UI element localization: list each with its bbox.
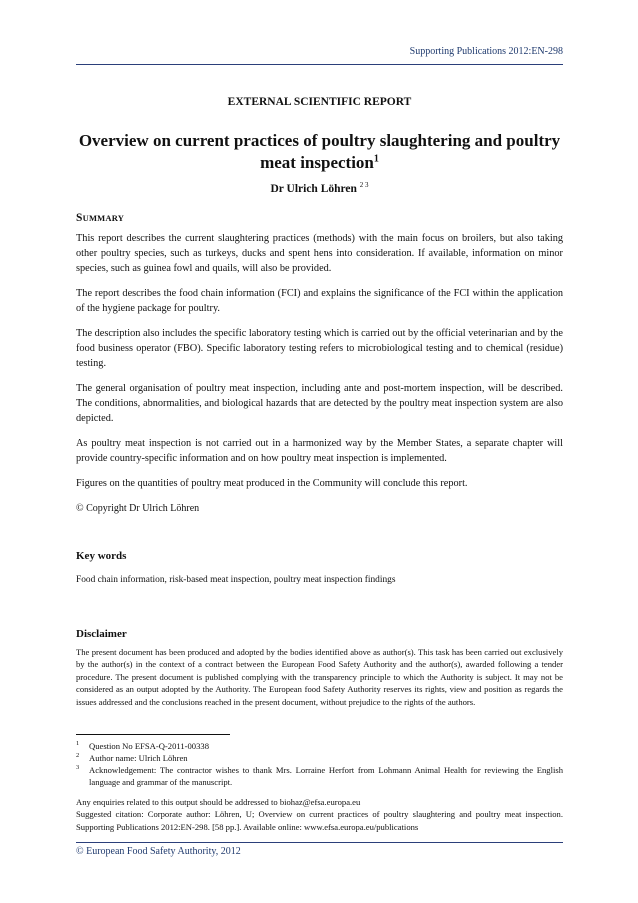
footnote-number: 1	[76, 740, 80, 747]
footnote	[76, 740, 563, 752]
enquiry-contact: Any enquiries related to this output should be addressed to biohaz@efsa.europa.eu	[76, 797, 361, 807]
page-title	[76, 130, 563, 174]
footnote	[76, 752, 563, 764]
footnotes	[76, 740, 563, 788]
copyright-notice: © Copyright Dr Ulrich Löhren	[76, 503, 200, 514]
report-type: EXTERNAL SCIENTIFIC REPORT	[227, 96, 412, 108]
footer-rule	[76, 842, 563, 843]
summary-heading-rest: UMMARY	[82, 213, 125, 223]
author-footnote-refs: 2 3	[359, 181, 369, 190]
footnote-number: 2	[76, 752, 80, 759]
footnote-text: Acknowledgement: The contractor wishes to thank Mrs. Lorraine Herfort from Lohmann Animal Health for reviewing the English language and grammar of the manuscript.	[89, 765, 563, 787]
disclaimer-heading: Disclaimer	[76, 628, 127, 640]
title-text: Overview on current practices of poultry slaughtering and poultry meat inspection	[78, 131, 561, 172]
header-rule	[76, 64, 563, 65]
summary-heading-initial: S	[76, 212, 83, 224]
summary-paragraph: As poultry meat inspection is not carried out in a harmonized way by the Member States, a separate chapter will provide country-specific information and on how poultry meat inspection is implemented.	[76, 438, 563, 464]
suggested-citation: Suggested citation: Corporate author: Löhren, U; Overview on current practices of poultry slaughtering and poultry meat inspection. Supporting Publications 2012:EN-298. [58 pp.]. Available online: www.efsa.europa.eu/publications	[76, 809, 563, 832]
running-header: Supporting Publications 2012:EN-298	[409, 46, 563, 57]
footnote-text: Question No EFSA-Q-2011-00338	[89, 741, 209, 751]
enquiries-block	[76, 796, 563, 833]
summary-body	[76, 231, 563, 526]
summary-paragraph: The description also includes the specific laboratory testing which is carried out by the official veterinarian and by the food business operator (FBO). Specific laboratory testing refers to microbiological testing and to chemical (residue) testing.	[76, 328, 563, 369]
footnote-number: 3	[76, 764, 80, 771]
footnote	[76, 764, 563, 788]
page-footer: © European Food Safety Authority, 2012	[76, 846, 241, 857]
footnote-rule	[76, 734, 230, 735]
summary-paragraph: This report describes the current slaughtering practices (methods) with the main focus on broilers, but also taking other poultry species, such as turkeys, ducks and spent hens into consideration. If available, information on minor species, such as guinea fowl and quails, will also be provided.	[76, 233, 563, 274]
author-line	[76, 183, 563, 195]
keywords-heading: Key words	[76, 550, 127, 562]
summary-paragraph: Figures on the quantities of poultry meat produced in the Community will conclude this report.	[76, 478, 468, 489]
summary-paragraph: The general organisation of poultry meat inspection, including ante and post-mortem inspection, will be described. The conditions, abnormalities, and biological hazards that are detected by the poultry meat inspection system are also depicted.	[76, 383, 563, 424]
footnote-text: Author name: Ulrich Löhren	[89, 753, 188, 763]
keywords-text: Food chain information, risk-based meat inspection, poultry meat inspection findings	[76, 575, 396, 585]
disclaimer-text: The present document has been produced and adopted by the bodies identified above as author(s). This task has been carried out exclusively by the author(s) in the context of a contract between the European Food Safety Authority and the author(s), awarded following a tender procedure. The present document is published complying with the transparency principle to which the Authority is subject. It may not be considered as an output adopted by the Authority. The European food Safety Authority reserves its rights, view and position as regards the issues addressed and the conclusions reached in the present document, without prejudice to the rights of the authors.	[76, 647, 563, 707]
author-name: Dr Ulrich Löhren	[270, 183, 357, 195]
summary-heading	[76, 212, 124, 224]
summary-paragraph: The report describes the food chain information (FCI) and explains the significance of the FCI within the application of the hygiene package for poultry.	[76, 288, 563, 314]
title-footnote-ref: 1	[373, 153, 379, 165]
